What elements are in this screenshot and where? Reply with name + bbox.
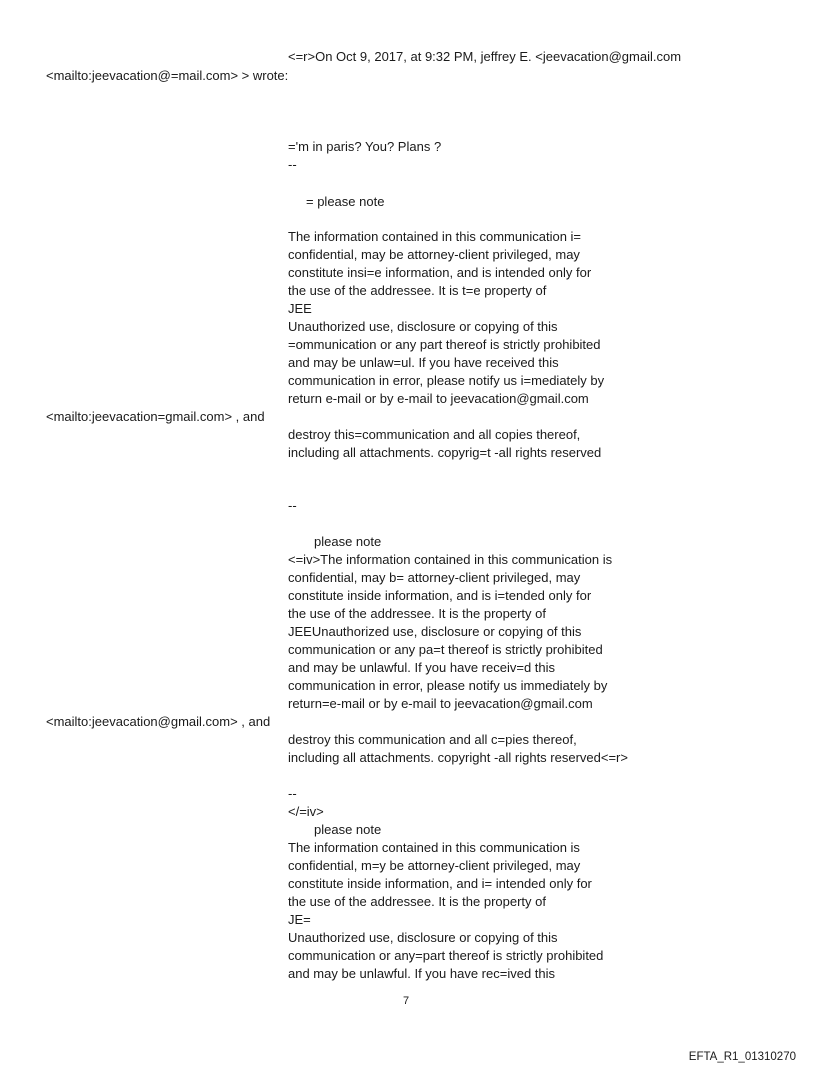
header-line-2: <mailto:jeevacation@=mail.com> > wrote: xyxy=(46,68,289,83)
note2-line: <=iv>The information contained in this communication is xyxy=(288,552,613,567)
note2-mailto: <mailto:jeevacation@gmail.com> , and xyxy=(46,714,271,729)
note3-line: The information contained in this communication is xyxy=(288,840,580,855)
separator: -- xyxy=(288,498,297,513)
note1-line: constitute insi=e information, and is intended only for xyxy=(288,265,592,280)
separator: -- xyxy=(288,157,297,172)
note2-line: constitute inside information, and is i=tended only for xyxy=(288,588,592,603)
message-text: ='m in paris? You? Plans ? xyxy=(288,139,442,154)
note2-line: JEEUnauthorized use, disclosure or copying of this xyxy=(288,624,582,639)
separator: -- xyxy=(288,786,297,801)
note1-line: communication in error, please notify us i=mediately by xyxy=(288,373,605,388)
page-number: 7 xyxy=(403,995,410,1007)
note3-line: constitute inside information, and i= intended only for xyxy=(288,876,592,891)
note2-line: communication in error, please notify us immediately by xyxy=(288,678,608,693)
note1-line: The information contained in this communication i= xyxy=(288,229,582,244)
note2-heading: please note xyxy=(314,534,382,549)
note2-tail: including all attachments. copyright -all rights reserved<=r> xyxy=(288,750,628,765)
note3-line: JE= xyxy=(288,912,311,927)
note3-heading: please note xyxy=(314,822,382,837)
note2-close-tag: </=iv> xyxy=(288,804,324,819)
bates-number: EFTA_R1_01310270 xyxy=(688,1051,796,1063)
note1-line: return e-mail or by e-mail to jeevacation@gmail.com xyxy=(288,391,589,406)
note1-line: =ommunication or any part thereof is strictly prohibited xyxy=(288,337,601,352)
note2-line: communication or any pa=t thereof is strictly prohibited xyxy=(288,642,603,657)
note1-line: JEE xyxy=(288,301,312,316)
note3-line: and may be unlawful. If you have rec=ived this xyxy=(288,966,556,981)
note3-line: communication or any=part thereof is strictly prohibited xyxy=(288,948,604,963)
note1-line: confidential, may be attorney-client privileged, may xyxy=(288,247,580,262)
note1-line: Unauthorized use, disclosure or copying of this xyxy=(288,319,558,334)
note3-line: Unauthorized use, disclosure or copying of this xyxy=(288,930,558,945)
note2-line: and may be unlawful. If you have receiv=d this xyxy=(288,660,556,675)
header-line-1: <=r>On Oct 9, 2017, at 9:32 PM, jeffrey E. <jeevacation@gmail.com xyxy=(288,49,682,64)
note3-line: confidential, m=y be attorney-client privileged, may xyxy=(288,858,581,873)
note1-mailto: <mailto:jeevacation=gmail.com> , and xyxy=(46,409,265,424)
note1-line: the use of the addressee. It is t=e property of xyxy=(288,283,547,298)
note1-line: and may be unlaw=ul. If you have received this xyxy=(288,355,559,370)
note2-tail: destroy this communication and all c=pies thereof, xyxy=(288,732,577,747)
note2-line: return=e-mail or by e-mail to jeevacation@gmail.com xyxy=(288,696,593,711)
note3-line: the use of the addressee. It is the property of xyxy=(288,894,546,909)
note1-tail: destroy this=communication and all copies thereof, xyxy=(288,427,581,442)
note2-line: the use of the addressee. It is the property of xyxy=(288,606,546,621)
note2-line: confidential, may b= attorney-client privileged, may xyxy=(288,570,581,585)
note1-heading: = please note xyxy=(306,194,385,209)
note1-tail: including all attachments. copyrig=t -all rights reserved xyxy=(288,445,602,460)
